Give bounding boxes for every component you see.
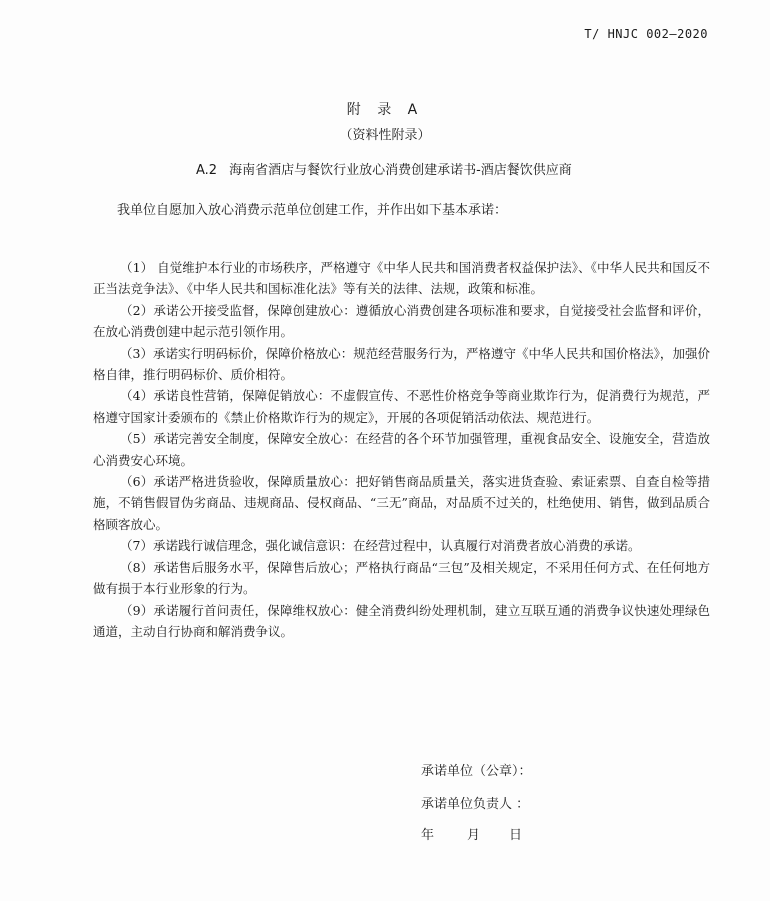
commitment-item-7: （7）承诺践行诚信理念，强化诚信意识：在经营过程中，认真履行对消费者放心消费的承诺。 — [120, 538, 641, 554]
commitment-item-1: （1） 自觉维护本行业的市场秩序，严格遵守《中华人民共和国消费者权益保护法》、《中华人民共和国反不正当法竞争法》、《中华人民共和国标准化法》等有关的法律、法规，政策和标准。 — [93, 260, 710, 297]
commitment-item-6: （6）承诺严格进货验收，保障质量放心：把好销售商品质量关，落实进货查验、索证索票、自查自检等措施，不销售假冒伪劣商品、违规商品、侵权商品、“三无”商品，对品质不过关的，杜绝使用、销售，做到品质合格顾客放心。 — [93, 474, 710, 532]
section-number: A.2 — [196, 163, 218, 178]
signature-unit-line: 承诺单位（公章）： — [421, 764, 532, 779]
commitment-item-2: （2）承诺公开接受监督，保障创建放心：遵循放心消费创建各项标准和要求，自觉接受社会监督和评价，在放心消费创建中起示范引领作用。 — [93, 302, 710, 340]
date-day: 日 — [509, 828, 523, 843]
date-year: 年 — [421, 828, 435, 843]
appendix-subtitle: （资料性附录） — [339, 128, 431, 143]
section-heading — [196, 159, 572, 178]
intro-paragraph: 我单位自愿加入放心消费示范单位创建工作，并作出如下基本承诺： — [117, 203, 508, 218]
appendix-title: 附 录 A — [346, 102, 424, 118]
commitment-item-3: （3）承诺实行明码标价，保障价格放心：规范经营服务行为，严格遵守《中华人民共和国价格法》，加强价格自律，推行明码标价、质价相符。 — [93, 345, 710, 383]
section-title: 海南省酒店与餐饮行业放心消费创建承诺书-酒店餐饮供应商 — [229, 163, 572, 178]
signature-person-line: 承诺单位负责人 ： — [421, 797, 530, 812]
commitment-list — [93, 257, 710, 642]
standard-number: T/ HNJC 002—2020 — [584, 27, 708, 41]
commitment-item-5: （5）承诺完善安全制度，保障安全放心：在经营的各个环节加强管理，重视食品安全、设施安全，营造放心消费安心环境。 — [93, 431, 710, 468]
commitment-item-9: （9）承诺履行首问责任，保障维权放心：健全消费纠纷处理机制，建立互联互通的消费争议快速处理绿色通道，主动自行协商和解消费争议。 — [93, 602, 710, 639]
commitment-item-4: （4）承诺良性营销，保障促销放心：不虚假宣传、不恶性价格竞争等商业欺诈行为，促消费行为规范，严格遵守国家计委颁布的《禁止价格欺诈行为的规定》，开展的各项促销活动依法、规范进行。 — [93, 388, 710, 425]
commitment-item-8: （8）承诺售后服务水平，保障售后放心；严格执行商品“三包”及相关规定，不采用任何方式、在任何地方做有损于本行业形象的行为。 — [93, 559, 710, 597]
date-month: 月 — [467, 828, 481, 843]
signature-date-line — [421, 824, 522, 843]
